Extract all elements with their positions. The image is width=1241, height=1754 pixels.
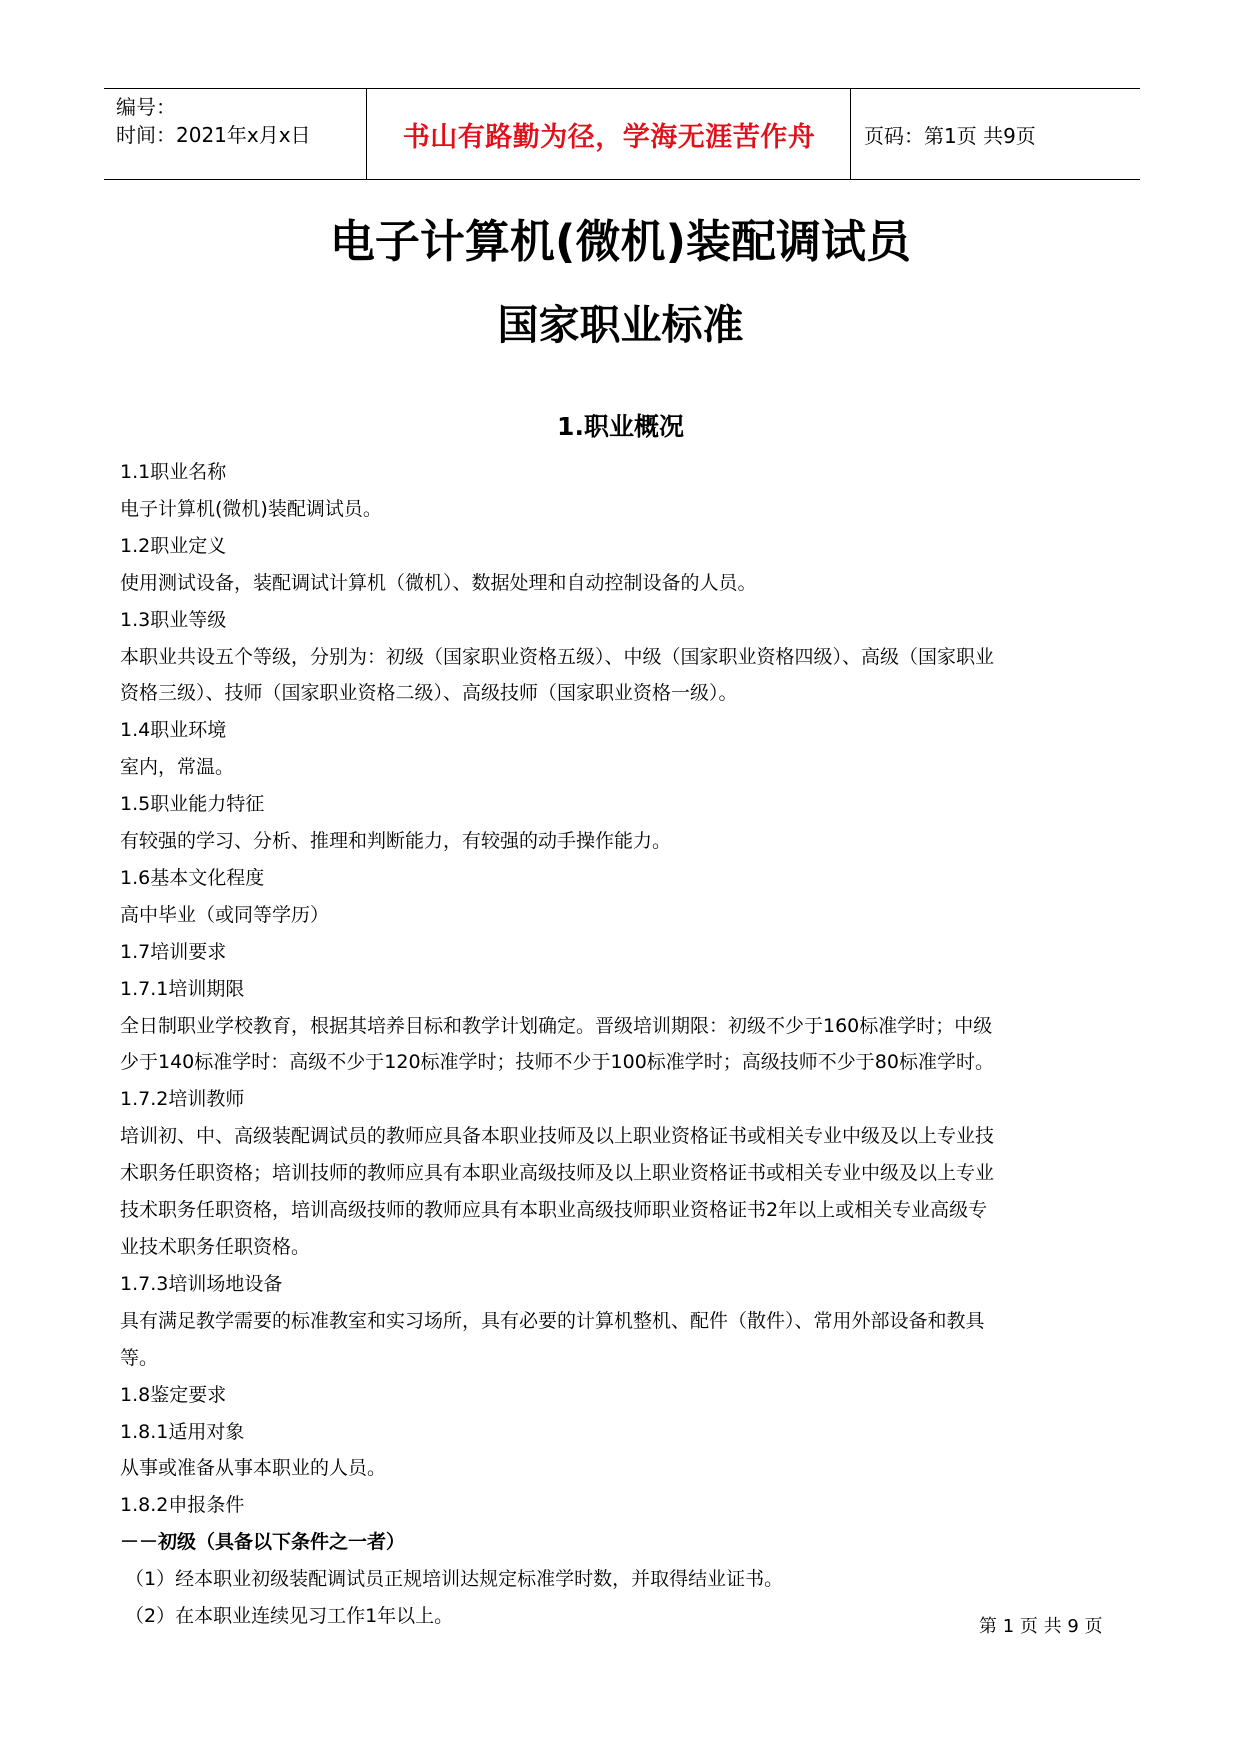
bold-condition-heading: －－初级（具备以下条件之一者） bbox=[120, 1531, 406, 1553]
subheading: 1.7.2培训教师 bbox=[120, 1088, 245, 1110]
subheading: 1.2职业定义 bbox=[120, 535, 227, 557]
subheading: 1.3职业等级 bbox=[120, 609, 227, 631]
paragraph-line: 高中毕业（或同等学历） bbox=[120, 904, 330, 926]
header-divider bbox=[366, 89, 367, 179]
paragraph-line: 电子计算机(微机)装配调试员。 bbox=[120, 498, 382, 520]
header-page-info: 页码：第1页 共9页 bbox=[864, 123, 1036, 148]
document-header bbox=[104, 88, 1140, 180]
list-item: （1）经本职业初级装配调试员正规培训达规定标准学时数，并取得结业证书。 bbox=[125, 1568, 784, 1590]
header-meta bbox=[116, 93, 366, 149]
subheading: 1.7.1培训期限 bbox=[120, 978, 245, 1000]
section-heading: 1.职业概况 bbox=[557, 412, 684, 441]
page-footer: 第 1 页 共 9 页 bbox=[979, 1616, 1103, 1637]
paragraph-line: 有较强的学习、分析、推理和判断能力，有较强的动手操作能力。 bbox=[120, 830, 672, 852]
subheading: 1.8.1适用对象 bbox=[120, 1421, 245, 1443]
header-time-label: 时间：2021年x月x日 bbox=[116, 123, 311, 147]
paragraph-line: 全日制职业学校教育，根据其培养目标和教学计划确定。晋级培训期限：初级不少于160标准学时；中级 bbox=[120, 1015, 993, 1037]
subheading: 1.6基本文化程度 bbox=[120, 867, 265, 889]
paragraph-line: 少于140标准学时：高级不少于120标准学时；技师不少于100标准学时；高级技师不少于80标准学时。 bbox=[120, 1051, 994, 1073]
document-subtitle: 国家职业标准 bbox=[497, 301, 744, 349]
header-motto: 书山有路勤为径，学海无涯苦作舟 bbox=[402, 121, 816, 153]
subheading: 1.1职业名称 bbox=[120, 461, 227, 483]
paragraph-line: 本职业共设五个等级，分别为：初级（国家职业资格五级）、中级（国家职业资格四级）、高级（国家职业 bbox=[120, 646, 995, 668]
subheading: 1.7.3培训场地设备 bbox=[120, 1273, 283, 1295]
paragraph-line: 室内，常温。 bbox=[120, 756, 235, 778]
document-title: 电子计算机(微机)装配调试员 bbox=[329, 215, 912, 268]
subheading: 1.7培训要求 bbox=[120, 941, 227, 963]
paragraph-line: 业技术职务任职资格。 bbox=[120, 1236, 311, 1258]
subheading: 1.4职业环境 bbox=[120, 719, 227, 741]
subheading: 1.8.2申报条件 bbox=[120, 1494, 245, 1516]
header-divider bbox=[850, 89, 851, 179]
list-item: （2）在本职业连续见习工作1年以上。 bbox=[125, 1605, 454, 1627]
paragraph-line: 培训初、中、高级装配调试员的教师应具备本职业技师及以上职业资格证书或相关专业中级及以上专业技 bbox=[120, 1125, 995, 1147]
paragraph-line: 从事或准备从事本职业的人员。 bbox=[120, 1457, 387, 1479]
header-number-label: 编号： bbox=[116, 95, 176, 119]
paragraph-line: 术职务任职资格；培训技师的教师应具有本职业高级技师及以上职业资格证书或相关专业中级及以上专业 bbox=[120, 1162, 995, 1184]
subheading: 1.5职业能力特征 bbox=[120, 793, 265, 815]
subheading: 1.8鉴定要求 bbox=[120, 1384, 227, 1406]
paragraph-line: 具有满足教学需要的标准教室和实习场所，具有必要的计算机整机、配件（散件）、常用外部设备和教具 bbox=[120, 1310, 985, 1332]
paragraph-line: 技术职务任职资格，培训高级技师的教师应具有本职业高级技师职业资格证书2年以上或相关专业高级专 bbox=[120, 1199, 988, 1221]
paragraph-line: 资格三级）、技师（国家职业资格二级）、高级技师（国家职业资格一级）。 bbox=[120, 682, 738, 704]
paragraph-line: 等。 bbox=[120, 1347, 159, 1369]
paragraph-line: 使用测试设备，装配调试计算机（微机）、数据处理和自动控制设备的人员。 bbox=[120, 572, 757, 594]
